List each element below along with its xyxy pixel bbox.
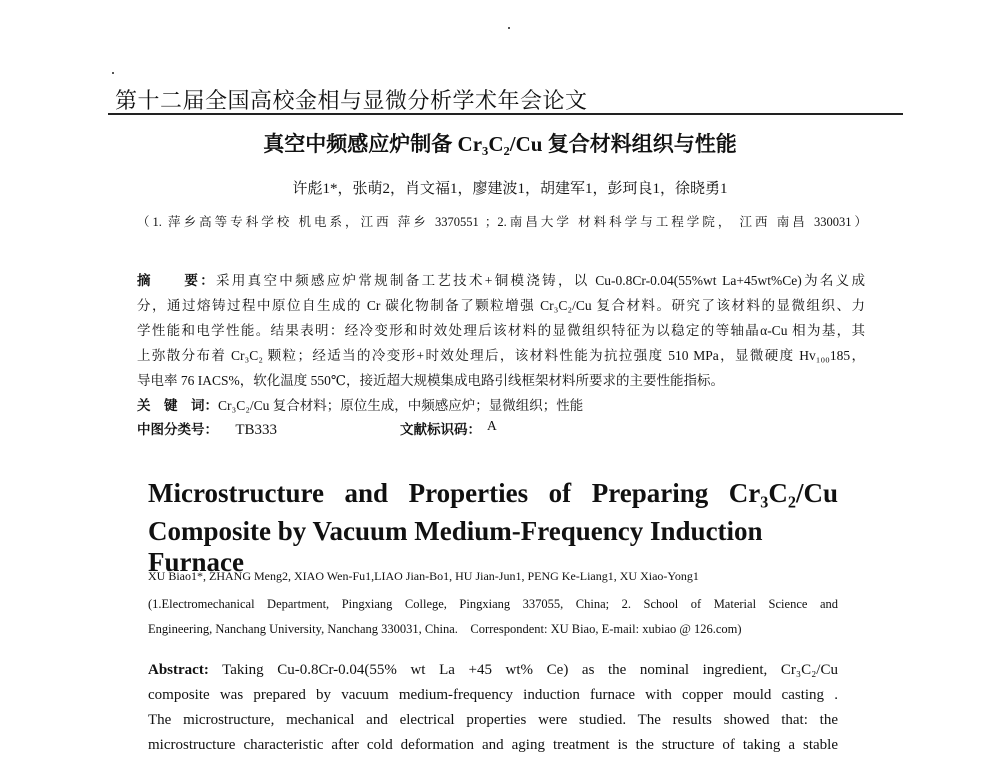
english-affiliation-line: Engineering, Nanchang University, Nanchang 330031, China. Correspondent: XU Biao, E-mail: xubiao @ 126.com): [148, 622, 742, 636]
chinese-title: 真空中频感应炉制备 Cr₃C₂/Cu 复合材料组织与性能: [263, 132, 737, 156]
english-abstract-line: composite was prepared by vacuum medium-frequency induction furnace with copper mould casting .: [148, 687, 838, 703]
english-abstract-line: [148, 662, 838, 679]
clc-label: 中图分类号：: [137, 422, 218, 437]
chinese-keywords: [137, 394, 865, 414]
classification-row: [137, 418, 865, 439]
chinese-authors: 许彪1*，张萌2，肖文福1，廖建波1，胡建军1，彭珂良1，徐晓勇1: [292, 181, 728, 197]
english-abstract-label: Abstract:: [148, 662, 209, 678]
english-authors: XU Biao1*, ZHANG Meng2, XIAO Wen-Fu1,LIAO Jian-Bo1, HU Jian-Jun1, PENG Ke-Liang1, XU Xiao-Yong1: [148, 569, 699, 583]
header-rule: [108, 113, 903, 115]
chinese-abstract-line: 上弥散分布着 Cr₃C₂ 颗粒；经适当的冷变形+时效处理后，该材料性能为抗拉强度 510 MPa，显微硬度 Hv₁₀₀185，: [137, 348, 865, 363]
conference-header: 第十二届全国高校金相与显微分析学术年会论文: [115, 88, 588, 113]
scan-speck: [508, 27, 510, 29]
english-abstract-line: microstructure characteristic after cold deformation and aging treatment is the structure of taking a stable: [148, 737, 838, 753]
english-title-line: Microstructure and Properties of Preparing Cr₃C₂/Cu: [148, 478, 838, 508]
clc-value: TB333: [235, 422, 278, 438]
abstract-text: 采用真空中频感应炉常规制备工艺技术+铜模浇铸，以 Cu-0.8Cr-0.04(55%wt La+45wt%Ce)为名义成: [216, 273, 865, 288]
chinese-affiliation: （1. 萍乡高等专科学校 机电系，江西 萍乡 3370551 ；2.南昌大学 材料科学与工程学院， 江西 南昌 330031）: [137, 215, 867, 229]
chinese-abstract-line: 导电率 76 IACS%，软化温度 550℃，接近超大规模集成电路引线框架材料所要求的主要性能指标。: [137, 373, 724, 388]
english-affiliation-line: (1.Electromechanical Department, Pingxiang College, Pingxiang 337055, China; 2. School of Material Science and: [148, 597, 838, 611]
keywords-label: 关 键 词：: [137, 398, 218, 413]
doc-code-label: 文献标识码：: [400, 422, 481, 437]
chinese-abstract-line: 学性能和电学性能。结果表明：经冷变形和时效处理后该材料的显微组织特征为以稳定的等轴晶α-Cu 相为基，其: [137, 323, 865, 338]
chinese-abstract-line: [137, 269, 865, 289]
english-abstract-text: Taking Cu-0.8Cr-0.04(55% wt La +45 wt% Ce) as the nominal ingredient, Cr₃C₂/Cu: [222, 662, 838, 678]
english-title-line: Composite by Vacuum Medium-Frequency Induction Furnace: [148, 516, 763, 577]
abstract-label: 摘 要：: [137, 273, 217, 288]
keywords-text: Cr₃C₂/Cu 复合材料；原位生成，中频感应炉；显微组织；性能: [218, 398, 584, 413]
doc-code-value: A: [487, 418, 497, 433]
scan-speck: [112, 72, 114, 74]
chinese-abstract-line: 分，通过熔铸过程中原位自生成的 Cr 碳化物制备了颗粒增强 Cr₃C₂/Cu 复合材料。研究了该材料的显微组织、力: [137, 298, 865, 313]
english-abstract-line: The microstructure, mechanical and electrical properties were studied. The results showed that: the: [148, 712, 838, 728]
